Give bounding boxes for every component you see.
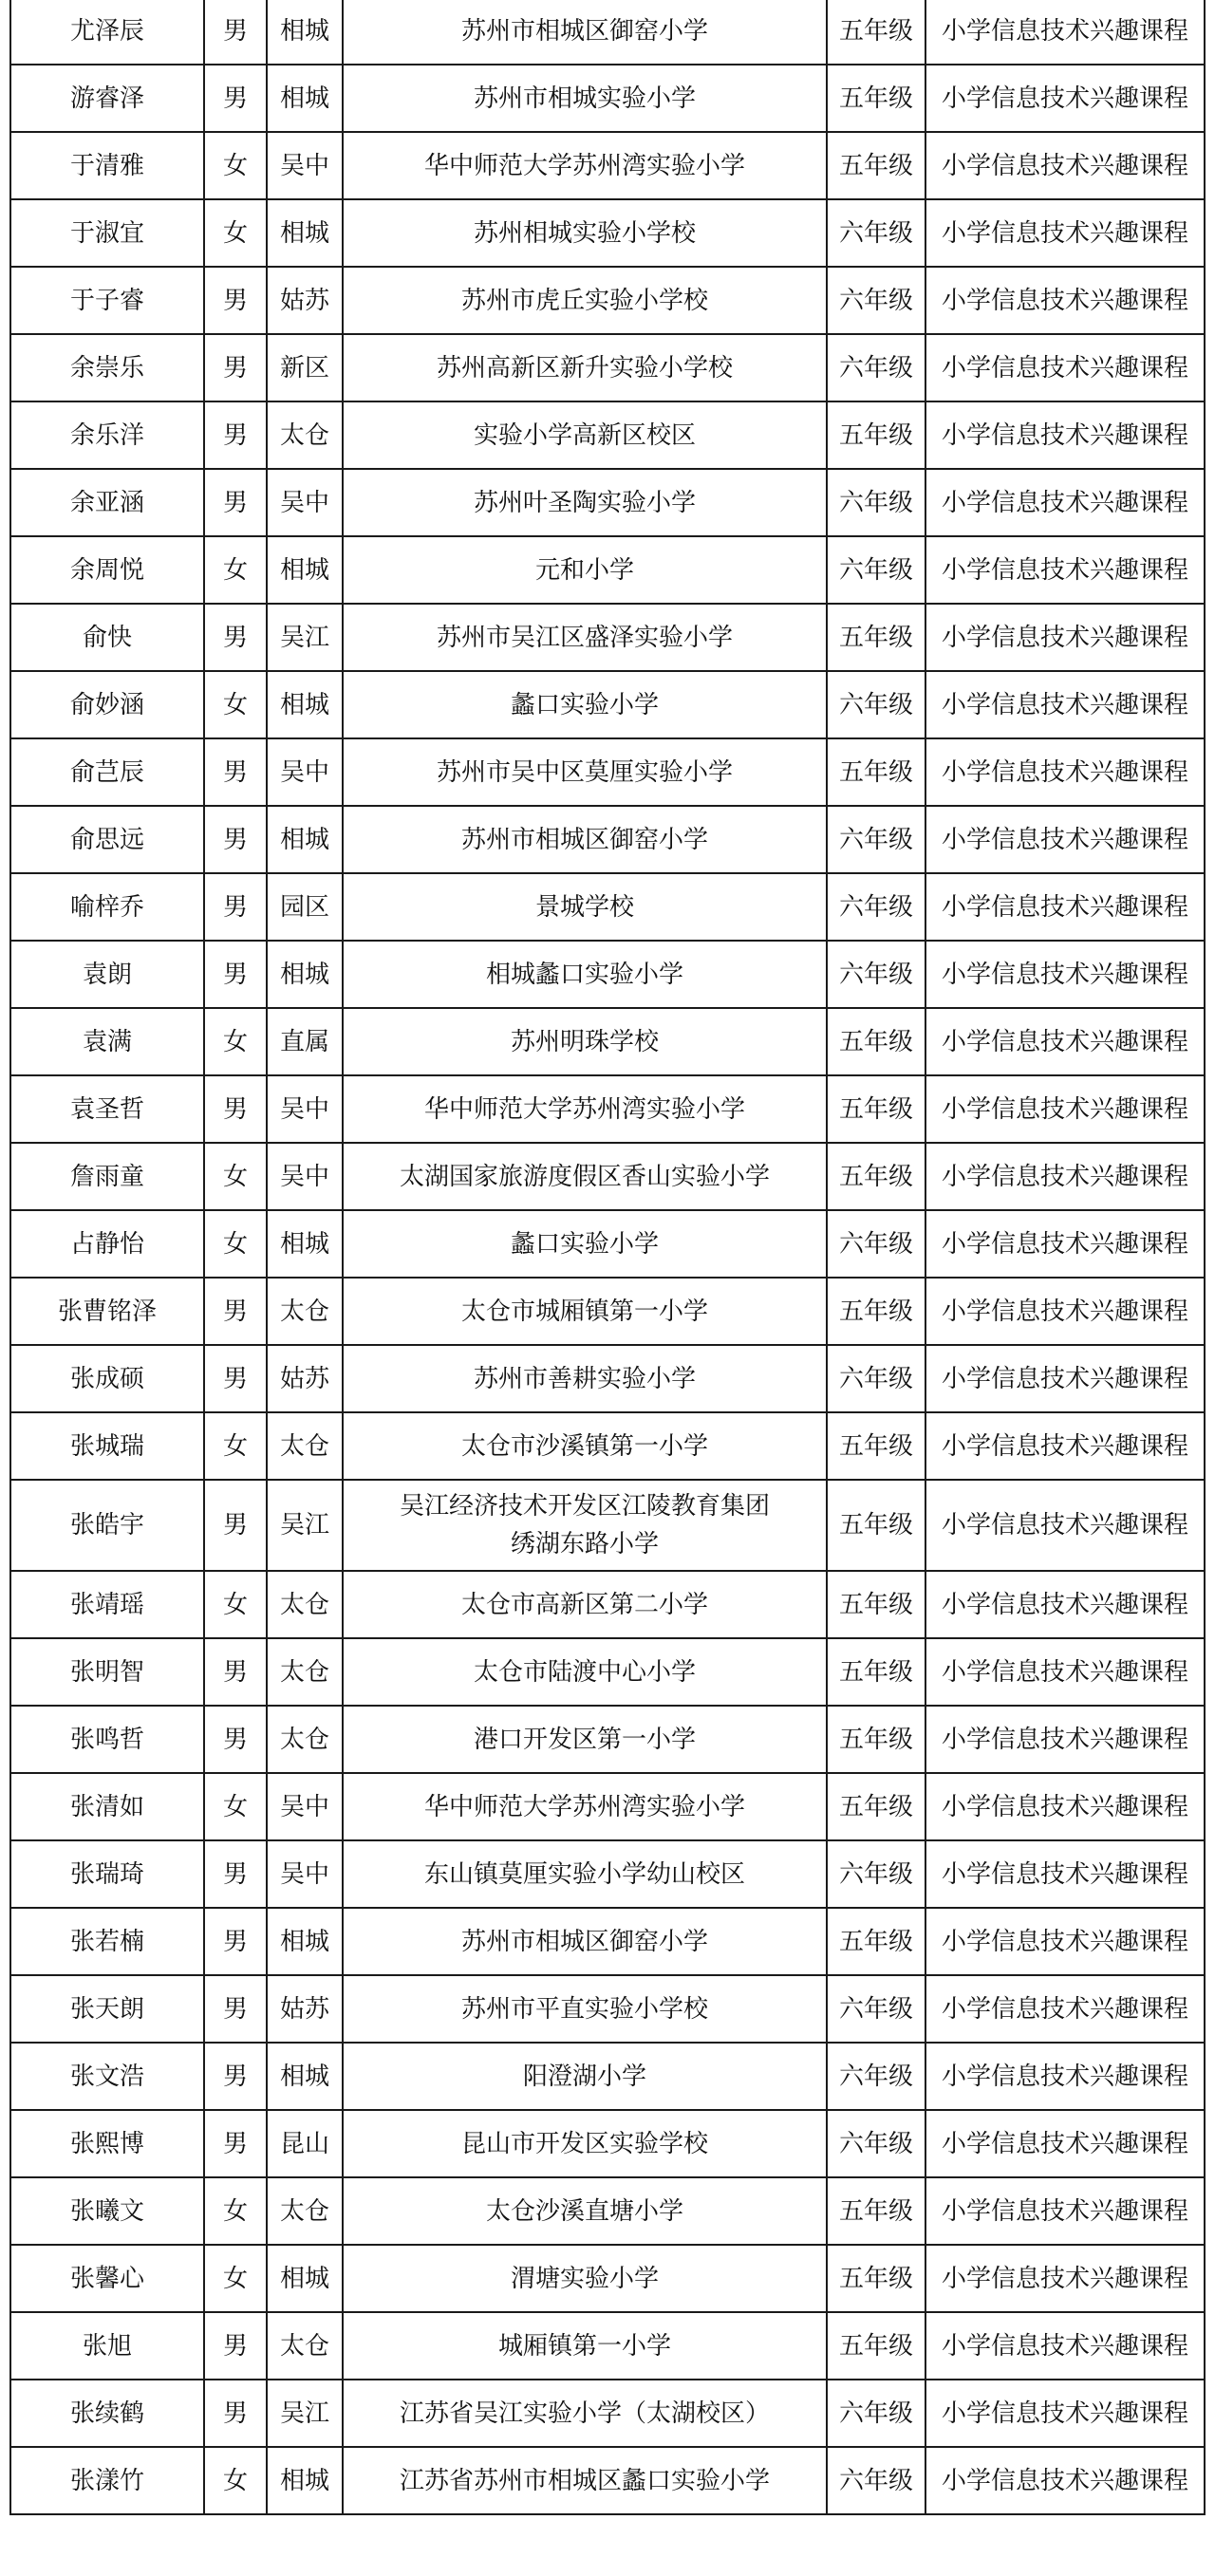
- cell-grade: 五年级: [827, 1571, 925, 1638]
- cell-gender: 男: [204, 941, 267, 1008]
- cell-course: 小学信息技术兴趣课程: [925, 1412, 1205, 1480]
- cell-district: 吴中: [267, 1075, 343, 1143]
- cell-name: 张曦文: [10, 2177, 204, 2245]
- cell-course: 小学信息技术兴趣课程: [925, 671, 1205, 738]
- cell-grade: 五年级: [827, 1706, 925, 1773]
- cell-grade: 五年级: [827, 2177, 925, 2245]
- cell-district: 太仓: [267, 1638, 343, 1706]
- cell-grade: 六年级: [827, 199, 925, 267]
- cell-grade: 五年级: [827, 1638, 925, 1706]
- cell-course: 小学信息技术兴趣课程: [925, 738, 1205, 806]
- cell-district: 姑苏: [267, 1345, 343, 1412]
- cell-name: 俞妙涵: [10, 671, 204, 738]
- table-row: [10, 1075, 1205, 1143]
- cell-course: 小学信息技术兴趣课程: [925, 1638, 1205, 1706]
- table-row: [10, 604, 1205, 671]
- student-table-body: [10, 0, 1205, 2514]
- cell-district: 相城: [267, 941, 343, 1008]
- cell-gender: 男: [204, 1908, 267, 1975]
- cell-name: 余周悦: [10, 536, 204, 604]
- table-row: [10, 334, 1205, 401]
- cell-gender: 男: [204, 2043, 267, 2110]
- cell-district: 直属: [267, 1008, 343, 1075]
- cell-school: 苏州相城实验小学校: [343, 199, 827, 267]
- table-row: [10, 536, 1205, 604]
- cell-grade: 六年级: [827, 2447, 925, 2514]
- cell-school: 昆山市开发区实验学校: [343, 2110, 827, 2177]
- table-row: [10, 1210, 1205, 1278]
- cell-gender: 男: [204, 1638, 267, 1706]
- cell-gender: 男: [204, 806, 267, 873]
- cell-course: 小学信息技术兴趣课程: [925, 873, 1205, 941]
- cell-school: 相城蠡口实验小学: [343, 941, 827, 1008]
- table-row: [10, 2177, 1205, 2245]
- cell-course: 小学信息技术兴趣课程: [925, 1075, 1205, 1143]
- cell-gender: 女: [204, 1412, 267, 1480]
- table-row: [10, 2245, 1205, 2312]
- table-row: [10, 1975, 1205, 2043]
- cell-grade: 五年级: [827, 401, 925, 469]
- cell-name: 张天朗: [10, 1975, 204, 2043]
- cell-gender: 男: [204, 267, 267, 334]
- table-row: [10, 2312, 1205, 2380]
- cell-gender: 男: [204, 1840, 267, 1908]
- cell-district: 吴中: [267, 469, 343, 536]
- table-row: [10, 873, 1205, 941]
- cell-name: 张旭: [10, 2312, 204, 2380]
- cell-school: 华中师范大学苏州湾实验小学: [343, 132, 827, 199]
- cell-district: 太仓: [267, 401, 343, 469]
- cell-school: 实验小学高新区校区: [343, 401, 827, 469]
- cell-course: 小学信息技术兴趣课程: [925, 2043, 1205, 2110]
- cell-course: 小学信息技术兴趣课程: [925, 941, 1205, 1008]
- cell-course: 小学信息技术兴趣课程: [925, 469, 1205, 536]
- cell-district: 相城: [267, 536, 343, 604]
- cell-district: 太仓: [267, 1706, 343, 1773]
- cell-district: 太仓: [267, 1278, 343, 1345]
- cell-grade: 六年级: [827, 806, 925, 873]
- cell-grade: 五年级: [827, 1075, 925, 1143]
- cell-grade: 六年级: [827, 873, 925, 941]
- cell-gender: 男: [204, 2380, 267, 2447]
- cell-school: 苏州市相城区御窑小学: [343, 1908, 827, 1975]
- cell-gender: 男: [204, 0, 267, 65]
- cell-grade: 五年级: [827, 1278, 925, 1345]
- table-row: [10, 2043, 1205, 2110]
- cell-course: 小学信息技术兴趣课程: [925, 604, 1205, 671]
- table-row: [10, 2447, 1205, 2514]
- cell-grade: 五年级: [827, 1908, 925, 1975]
- cell-grade: 六年级: [827, 1210, 925, 1278]
- cell-name: 张鸣哲: [10, 1706, 204, 1773]
- cell-district: 太仓: [267, 2177, 343, 2245]
- cell-district: 太仓: [267, 1571, 343, 1638]
- cell-course: 小学信息技术兴趣课程: [925, 1773, 1205, 1840]
- cell-gender: 女: [204, 199, 267, 267]
- cell-gender: 女: [204, 2245, 267, 2312]
- cell-grade: 五年级: [827, 738, 925, 806]
- cell-course: 小学信息技术兴趣课程: [925, 1210, 1205, 1278]
- cell-gender: 女: [204, 536, 267, 604]
- cell-district: 太仓: [267, 2312, 343, 2380]
- cell-district: 姑苏: [267, 267, 343, 334]
- cell-name: 于淑宜: [10, 199, 204, 267]
- table-row: [10, 1908, 1205, 1975]
- cell-course: 小学信息技术兴趣课程: [925, 1706, 1205, 1773]
- cell-school: 苏州明珠学校: [343, 1008, 827, 1075]
- cell-district: 太仓: [267, 1412, 343, 1480]
- cell-grade: 六年级: [827, 1345, 925, 1412]
- table-row: [10, 1571, 1205, 1638]
- cell-school-line: 绣湖东路小学: [510, 1530, 659, 1559]
- table-row: [10, 738, 1205, 806]
- student-list-sheet: [9, 0, 1204, 2515]
- cell-grade: 五年级: [827, 1773, 925, 1840]
- cell-name: 余崇乐: [10, 334, 204, 401]
- cell-name: 张成硕: [10, 1345, 204, 1412]
- cell-school: 东山镇莫厘实验小学幼山校区: [343, 1840, 827, 1908]
- cell-district: 相城: [267, 2043, 343, 2110]
- cell-gender: 男: [204, 334, 267, 401]
- cell-course: 小学信息技术兴趣课程: [925, 334, 1205, 401]
- cell-school: 港口开发区第一小学: [343, 1706, 827, 1773]
- cell-district: 姑苏: [267, 1975, 343, 2043]
- cell-gender: 女: [204, 1571, 267, 1638]
- cell-name: 张清如: [10, 1773, 204, 1840]
- cell-school: 阳澄湖小学: [343, 2043, 827, 2110]
- cell-gender: 男: [204, 2312, 267, 2380]
- cell-school: 景城学校: [343, 873, 827, 941]
- cell-school: 渭塘实验小学: [343, 2245, 827, 2312]
- cell-course: 小学信息技术兴趣课程: [925, 1480, 1205, 1571]
- cell-grade: 六年级: [827, 1840, 925, 1908]
- cell-grade: 六年级: [827, 267, 925, 334]
- cell-school: 太仓市陆渡中心小学: [343, 1638, 827, 1706]
- cell-district: 相城: [267, 1210, 343, 1278]
- cell-course: 小学信息技术兴趣课程: [925, 0, 1205, 65]
- cell-grade: 六年级: [827, 536, 925, 604]
- cell-course: 小学信息技术兴趣课程: [925, 2110, 1205, 2177]
- cell-name: 张馨心: [10, 2245, 204, 2312]
- cell-grade: 五年级: [827, 1143, 925, 1210]
- cell-name: 张熙博: [10, 2110, 204, 2177]
- cell-name: 张续鹤: [10, 2380, 204, 2447]
- cell-district: 吴中: [267, 132, 343, 199]
- cell-name: 张曹铭泽: [10, 1278, 204, 1345]
- table-row: [10, 0, 1205, 65]
- cell-school: 苏州高新区新升实验小学校: [343, 334, 827, 401]
- cell-school: 蠡口实验小学: [343, 671, 827, 738]
- cell-gender: 男: [204, 65, 267, 132]
- cell-name: 张城瑞: [10, 1412, 204, 1480]
- cell-name: 俞快: [10, 604, 204, 671]
- cell-course: 小学信息技术兴趣课程: [925, 1143, 1205, 1210]
- cell-grade: 五年级: [827, 0, 925, 65]
- cell-gender: 男: [204, 738, 267, 806]
- table-row: [10, 267, 1205, 334]
- cell-name: 张漾竹: [10, 2447, 204, 2514]
- table-row: [10, 671, 1205, 738]
- cell-name: 袁满: [10, 1008, 204, 1075]
- cell-course: 小学信息技术兴趣课程: [925, 1278, 1205, 1345]
- table-row: [10, 1840, 1205, 1908]
- cell-grade: 五年级: [827, 132, 925, 199]
- cell-gender: 男: [204, 873, 267, 941]
- cell-grade: 六年级: [827, 941, 925, 1008]
- table-row: [10, 1638, 1205, 1706]
- cell-grade: 六年级: [827, 2110, 925, 2177]
- cell-grade: 五年级: [827, 1008, 925, 1075]
- cell-school: 苏州市吴中区莫厘实验小学: [343, 738, 827, 806]
- student-table: [9, 0, 1206, 2515]
- cell-district: 吴中: [267, 1840, 343, 1908]
- cell-school: 苏州市相城区御窑小学: [343, 806, 827, 873]
- cell-school: 江苏省吴江实验小学（太湖校区）: [343, 2380, 827, 2447]
- cell-school: 元和小学: [343, 536, 827, 604]
- cell-district: 园区: [267, 873, 343, 941]
- cell-course: 小学信息技术兴趣课程: [925, 806, 1205, 873]
- cell-gender: 女: [204, 671, 267, 738]
- cell-district: 相城: [267, 0, 343, 65]
- cell-grade: 五年级: [827, 2245, 925, 2312]
- cell-district: 相城: [267, 199, 343, 267]
- cell-district: 吴中: [267, 1773, 343, 1840]
- cell-grade: 六年级: [827, 2380, 925, 2447]
- table-row: [10, 1480, 1205, 1571]
- cell-district: 吴江: [267, 1480, 343, 1571]
- cell-grade: 六年级: [827, 2043, 925, 2110]
- cell-name: 余亚涵: [10, 469, 204, 536]
- table-row: [10, 2380, 1205, 2447]
- cell-name: 占静怡: [10, 1210, 204, 1278]
- cell-name: 于清雅: [10, 132, 204, 199]
- cell-name: 詹雨童: [10, 1143, 204, 1210]
- cell-gender: 女: [204, 1008, 267, 1075]
- cell-gender: 男: [204, 604, 267, 671]
- table-row: [10, 941, 1205, 1008]
- cell-district: 吴江: [267, 2380, 343, 2447]
- cell-name: 俞芑辰: [10, 738, 204, 806]
- cell-name: 张瑞琦: [10, 1840, 204, 1908]
- cell-course: 小学信息技术兴趣课程: [925, 267, 1205, 334]
- cell-school: 太湖国家旅游度假区香山实验小学: [343, 1143, 827, 1210]
- table-row: [10, 1345, 1205, 1412]
- cell-name: 张明智: [10, 1638, 204, 1706]
- cell-name: 喻梓乔: [10, 873, 204, 941]
- cell-school: 城厢镇第一小学: [343, 2312, 827, 2380]
- cell-school: 苏州市相城区御窑小学: [343, 0, 827, 65]
- cell-district: 吴中: [267, 1143, 343, 1210]
- cell-course: 小学信息技术兴趣课程: [925, 1840, 1205, 1908]
- cell-course: 小学信息技术兴趣课程: [925, 1008, 1205, 1075]
- cell-gender: 男: [204, 401, 267, 469]
- table-row: [10, 132, 1205, 199]
- cell-name: 张皓宇: [10, 1480, 204, 1571]
- table-row: [10, 401, 1205, 469]
- cell-school: 苏州市吴江区盛泽实验小学: [343, 604, 827, 671]
- cell-school-line: 吴江经济技术开发区江陵教育集团: [399, 1492, 770, 1521]
- cell-school: 苏州叶圣陶实验小学: [343, 469, 827, 536]
- table-row: [10, 469, 1205, 536]
- cell-course: 小学信息技术兴趣课程: [925, 2447, 1205, 2514]
- cell-grade: 五年级: [827, 1480, 925, 1571]
- cell-district: 相城: [267, 1908, 343, 1975]
- cell-school: 苏州市平直实验小学校: [343, 1975, 827, 2043]
- cell-school: 苏州市相城实验小学: [343, 65, 827, 132]
- cell-name: 游睿泽: [10, 65, 204, 132]
- cell-name: 于子睿: [10, 267, 204, 334]
- cell-district: 新区: [267, 334, 343, 401]
- table-row: [10, 1278, 1205, 1345]
- cell-course: 小学信息技术兴趣课程: [925, 1908, 1205, 1975]
- cell-school: 太仓市城厢镇第一小学: [343, 1278, 827, 1345]
- table-row: [10, 65, 1205, 132]
- cell-name: 尤泽辰: [10, 0, 204, 65]
- cell-gender: 女: [204, 132, 267, 199]
- cell-course: 小学信息技术兴趣课程: [925, 2245, 1205, 2312]
- cell-gender: 男: [204, 1345, 267, 1412]
- cell-grade: 五年级: [827, 604, 925, 671]
- table-row: [10, 1773, 1205, 1840]
- cell-gender: 男: [204, 1706, 267, 1773]
- cell-district: 相城: [267, 2245, 343, 2312]
- cell-course: 小学信息技术兴趣课程: [925, 1571, 1205, 1638]
- cell-district: 相城: [267, 806, 343, 873]
- cell-grade: 六年级: [827, 334, 925, 401]
- table-row: [10, 199, 1205, 267]
- cell-grade: 六年级: [827, 671, 925, 738]
- cell-name: 余乐洋: [10, 401, 204, 469]
- cell-school: 苏州市善耕实验小学: [343, 1345, 827, 1412]
- cell-gender: 男: [204, 469, 267, 536]
- cell-school: [343, 1480, 827, 1571]
- cell-school: 太仓市高新区第二小学: [343, 1571, 827, 1638]
- cell-course: 小学信息技术兴趣课程: [925, 2177, 1205, 2245]
- cell-grade: 六年级: [827, 1975, 925, 2043]
- cell-school: 太仓沙溪直塘小学: [343, 2177, 827, 2245]
- cell-school: 华中师范大学苏州湾实验小学: [343, 1773, 827, 1840]
- cell-school: 华中师范大学苏州湾实验小学: [343, 1075, 827, 1143]
- cell-gender: 男: [204, 2110, 267, 2177]
- cell-course: 小学信息技术兴趣课程: [925, 1975, 1205, 2043]
- cell-gender: 女: [204, 1773, 267, 1840]
- cell-course: 小学信息技术兴趣课程: [925, 2312, 1205, 2380]
- cell-district: 吴江: [267, 604, 343, 671]
- cell-district: 昆山: [267, 2110, 343, 2177]
- cell-gender: 男: [204, 1480, 267, 1571]
- table-row: [10, 2110, 1205, 2177]
- cell-name: 张若楠: [10, 1908, 204, 1975]
- cell-grade: 六年级: [827, 469, 925, 536]
- cell-district: 相城: [267, 65, 343, 132]
- cell-school: 江苏省苏州市相城区蠡口实验小学: [343, 2447, 827, 2514]
- cell-course: 小学信息技术兴趣课程: [925, 1345, 1205, 1412]
- cell-gender: 女: [204, 2447, 267, 2514]
- cell-course: 小学信息技术兴趣课程: [925, 401, 1205, 469]
- cell-gender: 男: [204, 1278, 267, 1345]
- cell-course: 小学信息技术兴趣课程: [925, 536, 1205, 604]
- cell-name: 张文浩: [10, 2043, 204, 2110]
- cell-grade: 五年级: [827, 2312, 925, 2380]
- cell-grade: 五年级: [827, 65, 925, 132]
- cell-gender: 男: [204, 1075, 267, 1143]
- cell-gender: 男: [204, 1975, 267, 2043]
- cell-course: 小学信息技术兴趣课程: [925, 199, 1205, 267]
- cell-school: 蠡口实验小学: [343, 1210, 827, 1278]
- cell-gender: 女: [204, 2177, 267, 2245]
- cell-district: 相城: [267, 671, 343, 738]
- cell-district: 相城: [267, 2447, 343, 2514]
- cell-gender: 女: [204, 1210, 267, 1278]
- cell-name: 袁圣哲: [10, 1075, 204, 1143]
- cell-school: 苏州市虎丘实验小学校: [343, 267, 827, 334]
- table-row: [10, 1143, 1205, 1210]
- table-row: [10, 1412, 1205, 1480]
- cell-name: 俞思远: [10, 806, 204, 873]
- cell-course: 小学信息技术兴趣课程: [925, 2380, 1205, 2447]
- table-row: [10, 806, 1205, 873]
- cell-name: 袁朗: [10, 941, 204, 1008]
- table-row: [10, 1706, 1205, 1773]
- cell-gender: 女: [204, 1143, 267, 1210]
- cell-name: 张靖瑶: [10, 1571, 204, 1638]
- cell-grade: 五年级: [827, 1412, 925, 1480]
- table-row: [10, 1008, 1205, 1075]
- cell-school: 太仓市沙溪镇第一小学: [343, 1412, 827, 1480]
- cell-district: 吴中: [267, 738, 343, 806]
- cell-course: 小学信息技术兴趣课程: [925, 65, 1205, 132]
- cell-course: 小学信息技术兴趣课程: [925, 132, 1205, 199]
